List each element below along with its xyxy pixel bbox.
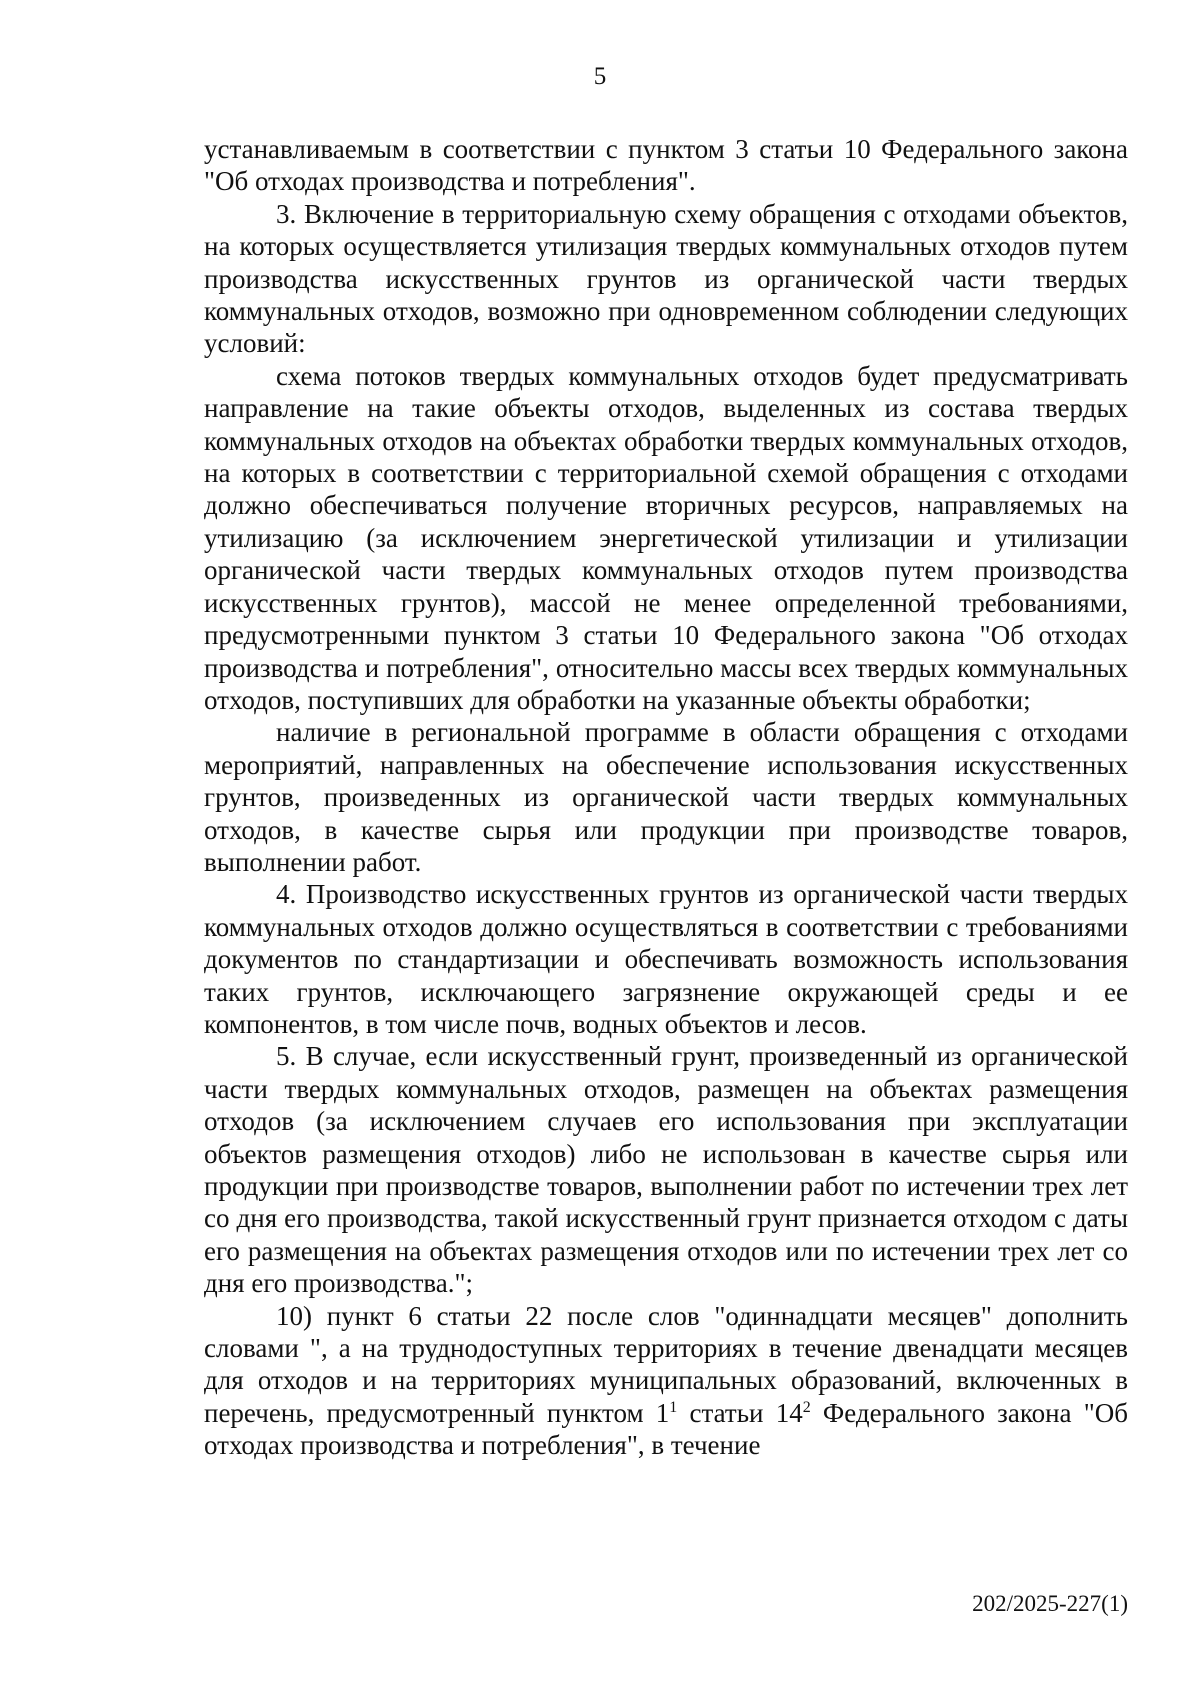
page-number: 5 [593,63,607,90]
paragraph-item-10-text-3: Федерального закона "Об отходах производства и потребления", в течение [204,1397,1128,1461]
paragraph-item-5: 5. В случае, если искусственный грунт, произведенный из органической части твердых коммунальных отходов, размещен на объектах размещения отходов (за исключением случаев его использования при эксплуатации объектов размещения отходов) либо не использован в качестве сырья или продукции при производстве товаров, выполнении работ по истечении трех лет со дня его производства, такой искусственный грунт признается отходом с даты его размещения на объектах размещения отходов или по истечении трех лет со дня его производства."; [204,1041,1128,1299]
paragraph-item-3: 3. Включение в территориальную схему обращения с отходами объектов, на которых осуществляется утилизация твердых коммунальных отходов путем производства искусственных грунтов из органической части твердых коммунальных отходов, возможно при одновременном соблюдении следующих условий: [204,198,1128,359]
superscript-1: 1 [669,1398,678,1416]
paragraph-item-10 [204,1300,1128,1462]
document-body [204,133,1128,1462]
paragraph-condition-2: наличие в региональной программе в области обращения с отходами мероприятий, направленных на обеспечение использования искусственных грунтов, произведенных из органической части твердых коммунальных отходов, в качестве сырья или продукции при производстве товаров, выполнении работ. [204,717,1128,877]
paragraph-item-10-text-1: 10) пункт 6 статьи 22 после слов "одиннадцати месяцев" дополнить словами ", а на труднодоступных территориях в течение двенадцати месяцев для отходов и на территориях муниципальных образований, включенных в перечень, предусмотренный пунктом 1 [204,1300,1128,1428]
superscript-2: 2 [802,1398,811,1416]
paragraph-continuation: устанавливаемым в соответствии с пунктом 3 статьи 10 Федерального закона "Об отходах производства и потребления". [204,134,1128,197]
paragraph-condition-1: схема потоков твердых коммунальных отходов будет предусматривать направление на такие объекты отходов, выделенных из состава твердых коммунальных отходов на объектах обработки твердых коммунальных отходов, на которых в соответствии с территориальной схемой обращения с отходами должно обеспечиваться получение вторичных ресурсов, направляемых на утилизацию (за исключением энергетической утилизации и утилизации органической части твердых коммунальных отходов путем производства искусственных грунтов), массой не менее определенной требованиями, предусмотренными пунктом 3 статьи 10 Федерального закона "Об отходах производства и потребления", относительно массы всех твердых коммунальных отходов, поступивших для обработки на указанные объекты обработки; [204,360,1128,715]
document-registration-code: 202/2025-227(1) [972,1591,1128,1616]
paragraph-item-10-text-2: статьи 14 [677,1397,803,1428]
paragraph-item-4: 4. Производство искусственных грунтов из органической части твердых коммунальных отходов должно осуществляться в соответствии с требованиями документов по стандартизации и обеспечивать возможность использования таких грунтов, исключающего загрязнение окружающей среды и ее компонентов, в том числе почв, водных объектов и лесов. [204,879,1128,1039]
